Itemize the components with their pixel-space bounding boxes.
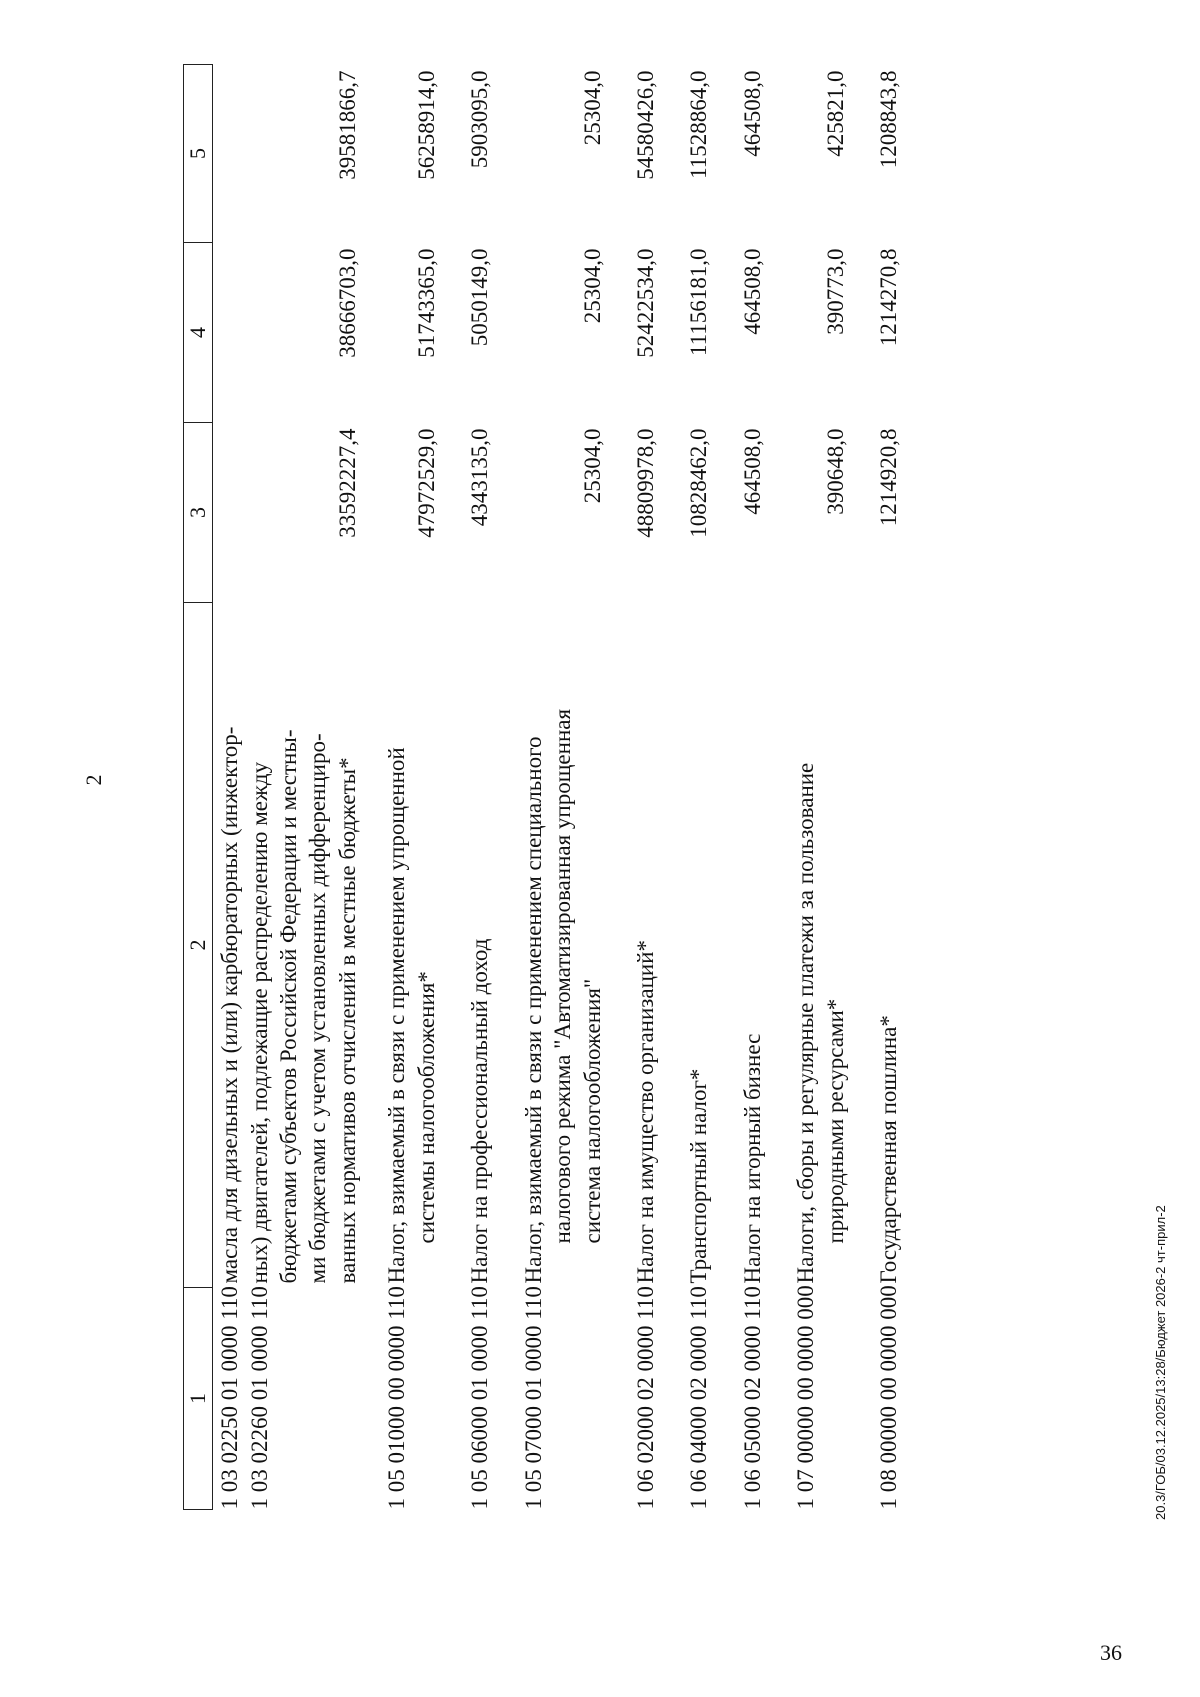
table-row xyxy=(631,65,684,1510)
name-cell xyxy=(684,603,737,1288)
amount-v4: 5050149,0 xyxy=(467,248,493,347)
code-cell xyxy=(684,1288,737,1510)
budget-code: 1 07 00000 00 0000 000 xyxy=(793,1285,819,1510)
amount-v4: 25304,0 xyxy=(579,248,605,324)
table-row xyxy=(465,65,518,1510)
budget-code: 1 03 02260 01 0000 110 xyxy=(246,1286,272,1510)
column-header-3: 3 xyxy=(184,423,213,603)
amount-v4: 390773,0 xyxy=(822,248,848,335)
code-cell xyxy=(213,1288,383,1510)
table-row xyxy=(519,65,631,1510)
amount-v5: 56258914,0 xyxy=(413,70,439,180)
budget-code: 1 03 02250 01 0000 110 xyxy=(217,1286,243,1510)
amount-v3: 10828462,0 xyxy=(686,428,712,538)
footer-file-path: 20.3/ГОБ/03.12.2025/13:28/Бюджет 2026-2 чт-прил-2 xyxy=(1153,1205,1168,1520)
budget-table xyxy=(183,64,928,1510)
amount-v3: 1214920,8 xyxy=(876,428,902,527)
column-header-5: 5 xyxy=(184,65,213,243)
revenue-name-line: Государственная пошлина* xyxy=(876,1015,902,1284)
name-cell xyxy=(465,603,518,1288)
revenue-name-line: масла для дизельных и (или) карбюраторных (инжектор- xyxy=(217,726,243,1284)
revenue-name-line: ванных нормативов отчислений в местные бюджеты* xyxy=(334,757,360,1284)
amount-v3: 390648,0 xyxy=(822,428,848,515)
name-cell xyxy=(738,603,791,1288)
table-row xyxy=(738,65,791,1510)
amount-v3: 464508,0 xyxy=(739,428,765,515)
budget-code: 1 06 04000 02 0000 110 xyxy=(686,1286,712,1510)
amount-v5: 425821,0 xyxy=(822,70,848,157)
amount-v5: 54580426,0 xyxy=(632,70,658,180)
name-cell xyxy=(213,603,383,1288)
revenue-name-line: система налогообложения" xyxy=(579,978,605,1244)
revenue-name-line: бюджетами субъектов Российской Федерации и местны- xyxy=(276,729,302,1284)
table-row xyxy=(382,65,465,1510)
code-cell xyxy=(791,1285,874,1510)
revenue-name-line: Налог на имущество организаций* xyxy=(632,940,658,1284)
budget-code: 1 05 07000 01 0000 110 xyxy=(520,1286,546,1510)
amount-v3: 47972529,0 xyxy=(413,428,439,538)
table-row xyxy=(874,65,927,1510)
revenue-name-line: ных) двигателей, подлежащие распределению между xyxy=(246,761,272,1284)
name-cell xyxy=(631,603,684,1288)
amount-v3: 4343135,0 xyxy=(467,428,493,527)
sheet-number: 36 xyxy=(1100,1640,1122,1665)
code-cell xyxy=(874,1285,927,1510)
revenue-name-line: Налог на игорный бизнес xyxy=(739,1033,765,1284)
amount-v3: 25304,0 xyxy=(579,428,605,504)
table-body xyxy=(213,65,928,1510)
rotated-page xyxy=(75,30,1175,1530)
name-cell xyxy=(874,603,927,1288)
code-cell xyxy=(519,1288,631,1510)
revenue-name-line: Налог, взимаемый в связи с применением упрощенной xyxy=(384,747,410,1284)
amount-v4: 52422534,0 xyxy=(632,248,658,358)
table-row xyxy=(791,65,874,1510)
name-cell xyxy=(382,603,465,1288)
revenue-name-line: Налог на профессиональный доход xyxy=(467,938,493,1284)
code-cell xyxy=(465,1288,518,1510)
table-header-row xyxy=(184,65,213,1510)
name-cell xyxy=(519,603,631,1288)
revenue-name-line: налогового режима "Автоматизированная упрощенная xyxy=(550,708,576,1244)
amount-v4: 464508,0 xyxy=(739,248,765,335)
revenue-name-line: Налоги, сборы и регулярные платежи за пользование xyxy=(793,762,819,1284)
name-cell xyxy=(791,603,874,1288)
amount-v5: 39581866,7 xyxy=(334,70,360,180)
revenue-name-line: природными ресурсами* xyxy=(822,998,848,1244)
amount-v4: 51743365,0 xyxy=(413,248,439,358)
amount-v3: 48809978,0 xyxy=(632,428,658,538)
amount-v5: 25304,0 xyxy=(579,70,605,146)
revenue-name-line: Налог, взимаемый в связи с применением специального xyxy=(520,736,546,1284)
code-cell xyxy=(382,1288,465,1510)
code-cell xyxy=(631,1288,684,1510)
revenue-name-line: Транспортный налог* xyxy=(686,1068,712,1284)
column-header-1: 1 xyxy=(184,1288,213,1510)
column-header-2: 2 xyxy=(184,603,213,1288)
amount-v4: 1214270,8 xyxy=(876,248,902,347)
budget-code: 1 08 00000 00 0000 000 xyxy=(876,1285,902,1510)
amount-v4: 11156181,0 xyxy=(686,248,712,357)
amount-v5: 11528864,0 xyxy=(686,70,712,179)
budget-code: 1 06 02000 02 0000 110 xyxy=(632,1286,658,1510)
revenue-name-line: ми бюджетами с учетом установленных дифференциро- xyxy=(305,733,331,1284)
page-number: 2 xyxy=(81,774,106,786)
budget-code: 1 05 06000 01 0000 110 xyxy=(467,1286,493,1510)
amount-v5: 1208843,8 xyxy=(876,70,902,169)
budget-code: 1 05 01000 00 0000 110 xyxy=(384,1286,410,1510)
table-row xyxy=(213,65,383,1510)
table-row xyxy=(684,65,737,1510)
budget-code: 1 06 05000 02 0000 110 xyxy=(739,1286,765,1510)
amount-v3: 33592227,4 xyxy=(334,428,360,538)
column-header-4: 4 xyxy=(184,243,213,423)
amount-v4: 38666703,0 xyxy=(334,248,360,358)
revenue-name-line: системы налогообложения* xyxy=(413,971,439,1244)
code-cell xyxy=(738,1288,791,1510)
amount-v5: 464508,0 xyxy=(739,70,765,157)
amount-v5: 5903095,0 xyxy=(467,70,493,169)
